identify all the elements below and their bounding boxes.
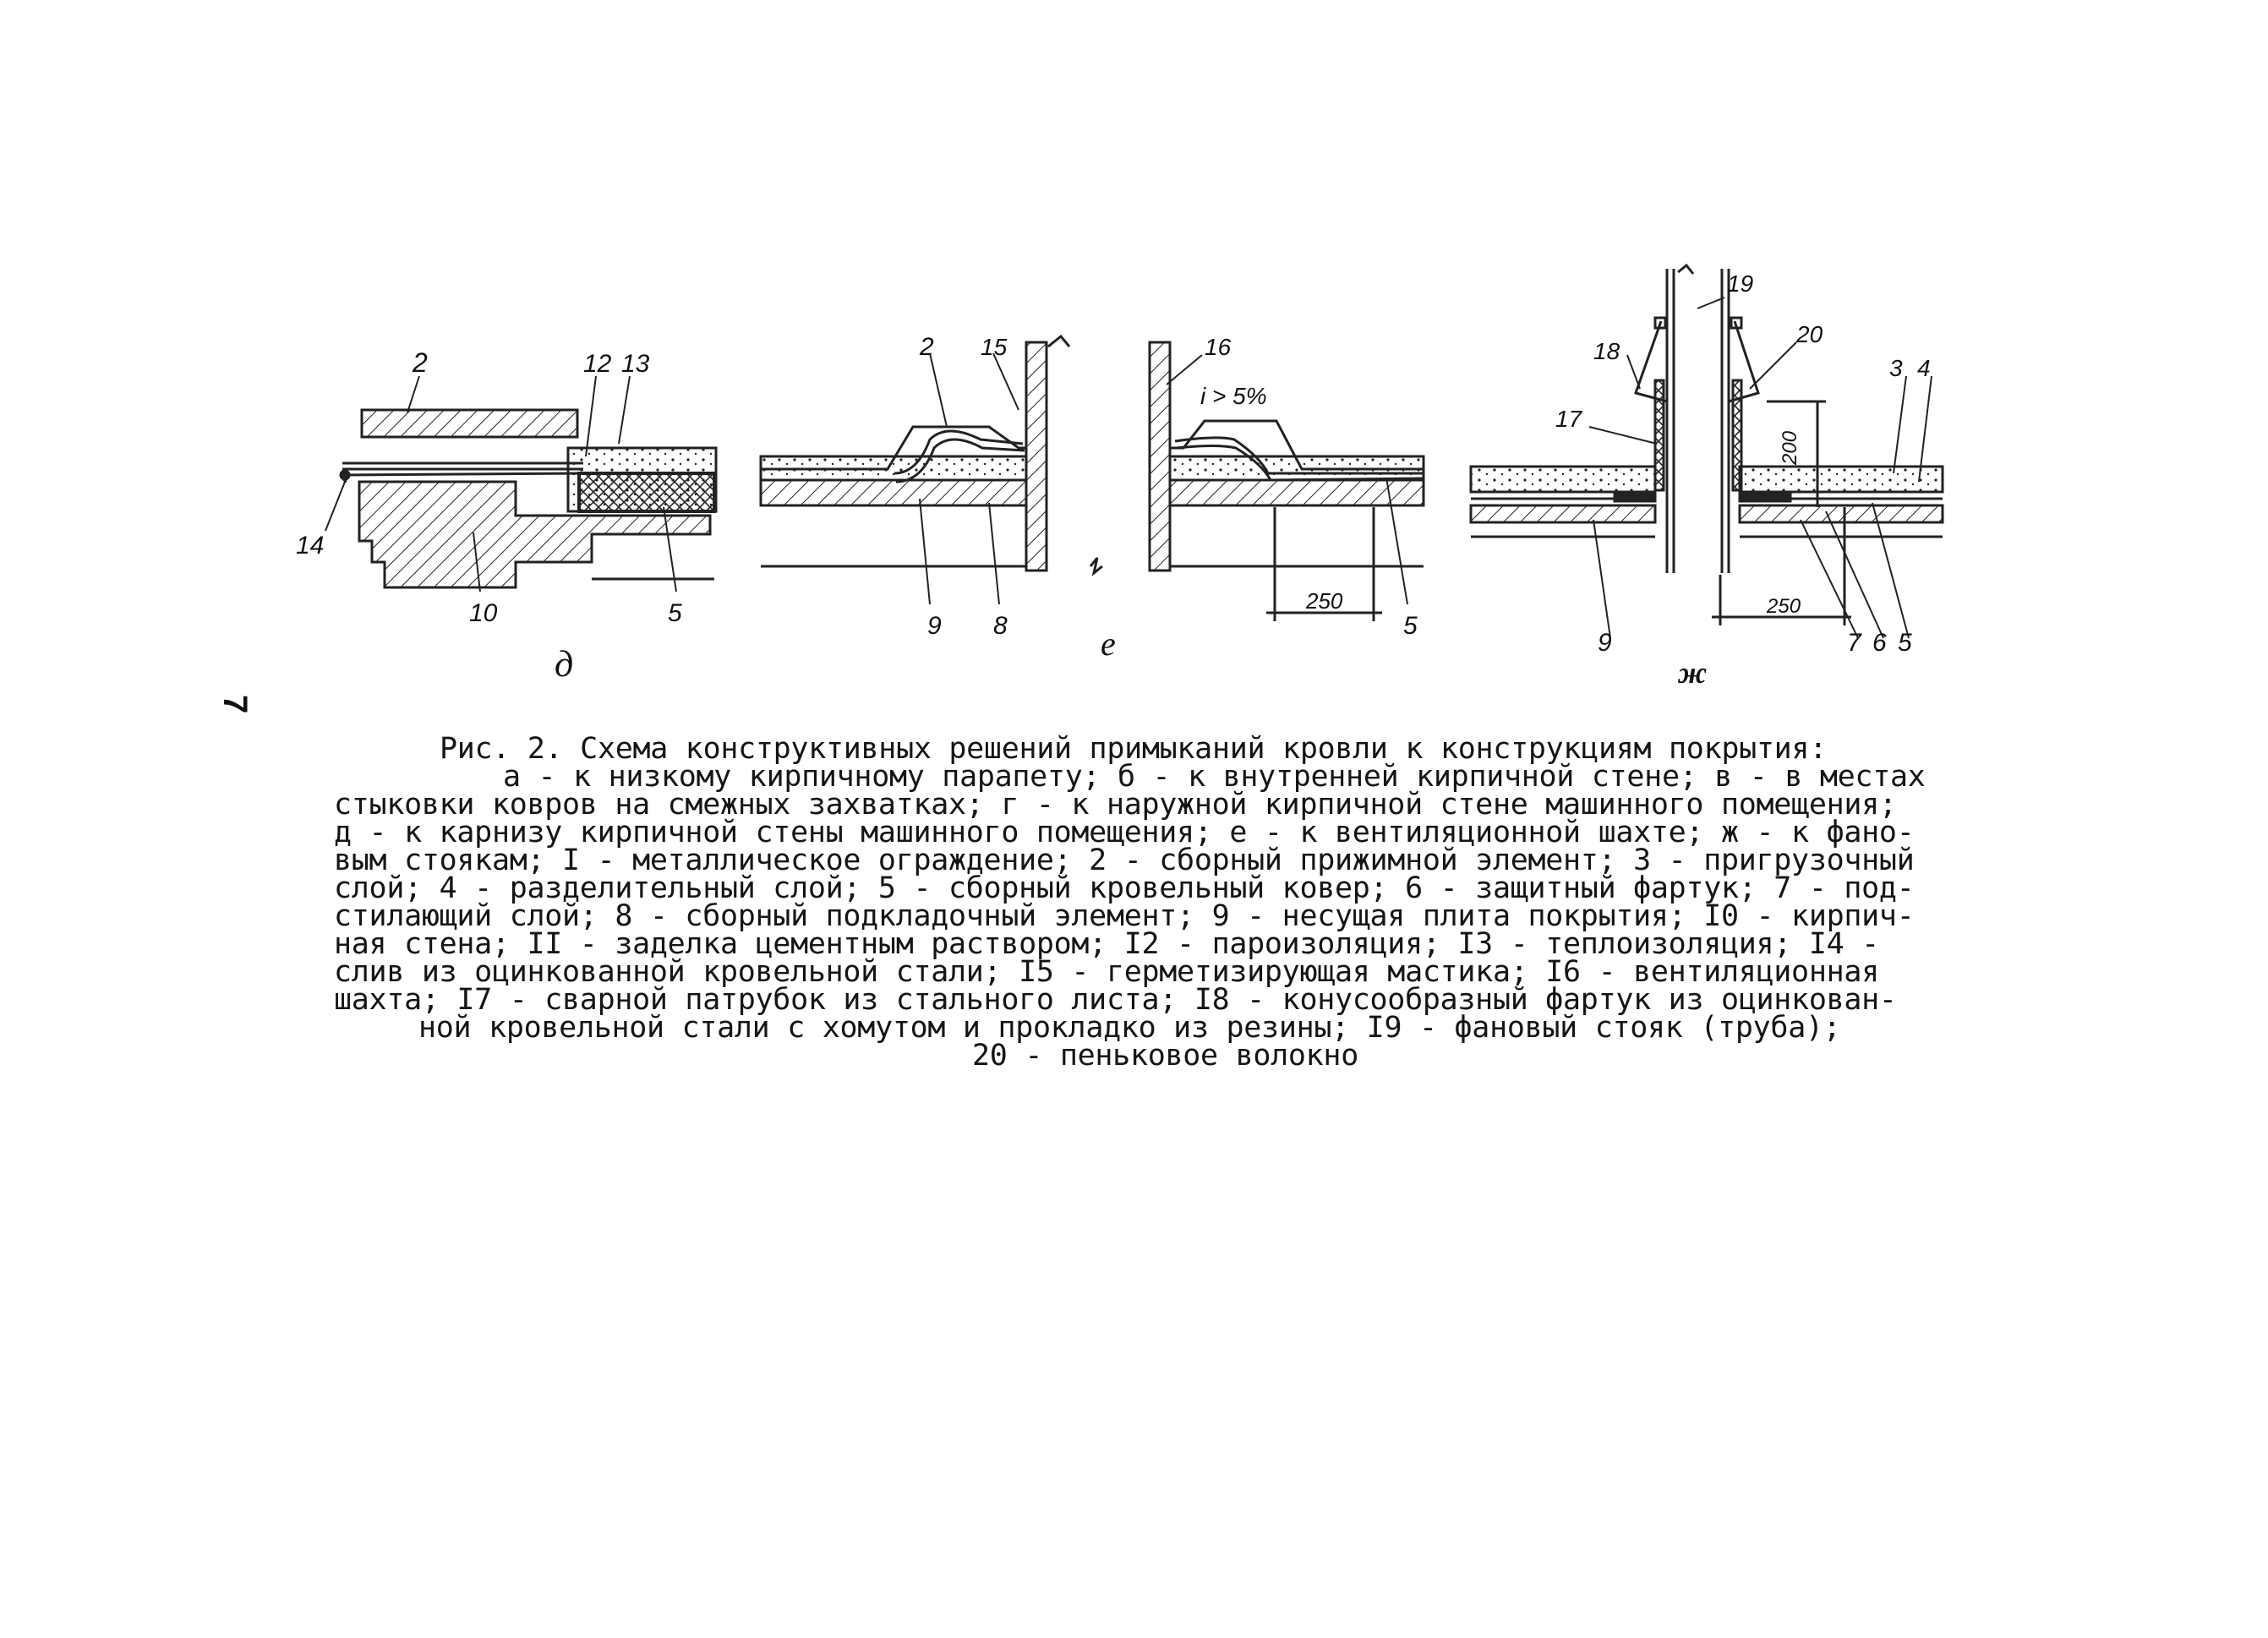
caption-line: стыковки ковров на смежных захватках; г - к наружной кирпичной стене машинного помещения; [334, 788, 1897, 822]
callout-zh-5: 5 [1898, 629, 1912, 657]
figure-caption [334, 732, 1961, 1073]
callout-zh-3: 3 [1889, 355, 1903, 381]
callout-zh-7: 7 [1847, 629, 1861, 657]
callout-zh-4: 4 [1917, 355, 1931, 381]
dimension-label-zh-h: 250 [1767, 595, 1801, 618]
callout-zh-18: 18 [1593, 338, 1620, 364]
callout-d-10: 10 [469, 599, 498, 627]
panel-e-letter: е [1101, 625, 1116, 663]
caption-line: ной кровельной стали с хомутом и прокладко из резины; I9 - фановый стояк (труба); [418, 1011, 1841, 1045]
figure-drawings [0, 0, 2268, 766]
panel-d-letter: д [555, 643, 574, 685]
caption-line: ная стена; II - заделка цементным раствором; I2 - пароизоляция; I3 - теплоизоляция; I4 - [334, 927, 1879, 961]
callout-e-5: 5 [1403, 612, 1418, 640]
caption-line: слой; 4 - разделительный слой; 5 - сборный кровельный ковер; 6 - защитный фартук; 7 - под- [334, 871, 1915, 905]
callout-d-5: 5 [668, 599, 682, 627]
callout-zh-20: 20 [1796, 321, 1823, 347]
callout-d-14: 14 [296, 532, 325, 560]
caption-line: 20 - пеньковое волокно [972, 1039, 1358, 1073]
panel-d-drawing [341, 410, 716, 587]
page-number: 7 [216, 695, 254, 714]
panel-zh-drawing [1471, 265, 1943, 625]
callout-zh-6: 6 [1872, 629, 1887, 657]
caption-line: Рис. 2. Схема конструктивных решений примыканий кровли к конструкциям покрытия: [440, 732, 1827, 766]
callout-d-12: 12 [583, 350, 612, 378]
callout-zh-19: 19 [1727, 270, 1754, 297]
callout-zh-9: 9 [1598, 629, 1612, 657]
caption-line: стилающий слой; 8 - сборный подкладочный элемент; 9 - несущая плита покрытия; I0 - кирпич- [334, 899, 1915, 933]
slope-label: i > 5% [1200, 383, 1267, 409]
callout-zh-17: 17 [1555, 406, 1582, 432]
callout-e-8: 8 [993, 612, 1008, 640]
dimension-label-e: 250 [1306, 588, 1343, 614]
caption-line: а - к низкому кирпичному парапету; б - к внутренней кирпичной стене; в - в местах [503, 760, 1926, 794]
callout-d-2: 2 [413, 347, 428, 378]
callout-d-13: 13 [621, 350, 650, 378]
panel-e-drawing [761, 336, 1424, 621]
panel-zh-letter: ж [1678, 656, 1708, 690]
dimension-label-zh-v: 200 [1779, 430, 1801, 465]
callout-e-9: 9 [927, 612, 942, 640]
callout-e-15: 15 [981, 334, 1008, 360]
caption-line: слив из оцинкованной кровельной стали; I5 - герметизирующая мастика; I6 - вентиляционная [334, 955, 1879, 989]
caption-line: шахта; I7 - сварной патрубок из стального листа; I8 - конусообразный фартук из оцинкован- [334, 983, 1897, 1017]
caption-line: д - к карнизу кирпичной стены машинного помещения; е - к вентиляционной шахте; ж - к фано- [334, 816, 1915, 849]
caption-line: вым стоякам; I - металлическое ограждение; 2 - сборный прижимной элемент; 3 - пригрузочный [334, 844, 1915, 877]
callout-e-16: 16 [1205, 334, 1232, 360]
callout-e-2: 2 [920, 333, 934, 361]
